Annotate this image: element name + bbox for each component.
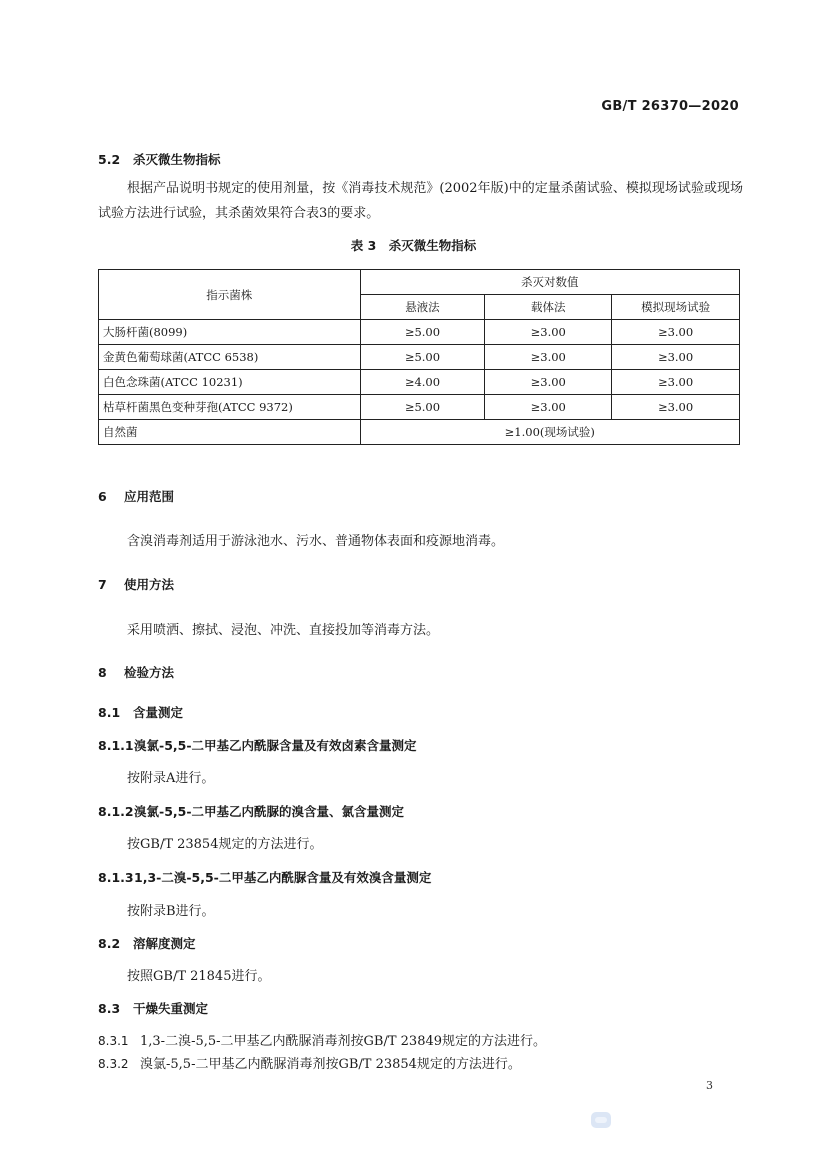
section-number: 8.1.2 bbox=[98, 804, 134, 819]
table-row bbox=[99, 370, 740, 395]
item-text: 1,3-二溴-5,5-二甲基乙内酰脲消毒剂按GB/T 23849规定的方法进行。 bbox=[140, 1034, 547, 1049]
table-3 bbox=[98, 269, 740, 445]
watermark-logo-icon bbox=[590, 1110, 612, 1130]
table-row bbox=[99, 320, 740, 345]
value-cell: ≥5.00 bbox=[360, 320, 485, 345]
section-number: 6 bbox=[98, 489, 107, 504]
strain-name: 金黄色葡萄球菌(ATCC 6538) bbox=[99, 345, 361, 370]
paragraph-7: 采用喷洒、擦拭、浸泡、冲洗、直接投加等消毒方法。 bbox=[127, 623, 440, 638]
value-cell: ≥3.00 bbox=[485, 370, 612, 395]
section-number: 8 bbox=[98, 665, 107, 680]
section-title: 溴氯-5,5-二甲基乙内酰脲含量及有效卤素含量测定 bbox=[134, 738, 417, 753]
value-cell: ≥5.00 bbox=[360, 395, 485, 420]
item-text: 溴氯-5,5-二甲基乙内酰脲消毒剂按GB/T 23854规定的方法进行。 bbox=[140, 1057, 521, 1072]
heading-5-2 bbox=[98, 150, 221, 168]
item-8-3-1 bbox=[98, 1030, 546, 1049]
table-row bbox=[99, 345, 740, 370]
section-number: 8.3.1 bbox=[98, 1034, 129, 1048]
section-title: 1,3-二溴-5,5-二甲基乙内酰脲含量及有效溴含量测定 bbox=[134, 870, 432, 885]
strain-name: 枯草杆菌黑色变种芽孢(ATCC 9372) bbox=[99, 395, 361, 420]
heading-8-1-3 bbox=[98, 868, 431, 886]
section-title: 干燥失重测定 bbox=[133, 1001, 209, 1016]
value-cell: ≥5.00 bbox=[360, 345, 485, 370]
value-cell: ≥3.00 bbox=[612, 395, 740, 420]
value-cell: ≥3.00 bbox=[612, 320, 740, 345]
strain-name: 白色念珠菌(ATCC 10231) bbox=[99, 370, 361, 395]
section-title: 含量测定 bbox=[133, 705, 184, 720]
table-row bbox=[99, 420, 740, 445]
table-caption: 表 3 杀灭微生物指标 bbox=[350, 238, 477, 253]
header-col: 悬液法 bbox=[360, 295, 485, 320]
section-number: 8.3.2 bbox=[98, 1057, 129, 1071]
section-title: 溴氯-5,5-二甲基乙内酰脲的溴含量、氯含量测定 bbox=[134, 804, 405, 819]
value-cell: ≥3.00 bbox=[612, 370, 740, 395]
section-title: 溶解度测定 bbox=[133, 936, 196, 951]
header-indicator: 指示菌株 bbox=[99, 270, 361, 320]
section-number: 8.1 bbox=[98, 705, 121, 720]
value-cell: ≥4.00 bbox=[360, 370, 485, 395]
section-title: 应用范围 bbox=[124, 489, 175, 504]
heading-8-1-1 bbox=[98, 736, 417, 754]
value-cell: ≥1.00(现场试验) bbox=[360, 420, 739, 445]
header-col: 载体法 bbox=[485, 295, 612, 320]
section-title: 杀灭微生物指标 bbox=[133, 152, 221, 167]
section-number: 8.1.1 bbox=[98, 738, 134, 753]
section-number: 7 bbox=[98, 577, 107, 592]
heading-8-2 bbox=[98, 934, 196, 952]
page-number: 3 bbox=[706, 1079, 713, 1092]
paragraph-8-1-1: 按附录A进行。 bbox=[127, 771, 215, 786]
section-number: 5.2 bbox=[98, 152, 121, 167]
section-title: 检验方法 bbox=[124, 665, 175, 680]
header-col: 模拟现场试验 bbox=[612, 295, 740, 320]
heading-8-3 bbox=[98, 999, 208, 1017]
paragraph-8-1-2: 按GB/T 23854规定的方法进行。 bbox=[127, 837, 323, 852]
table-row bbox=[99, 395, 740, 420]
heading-8 bbox=[98, 663, 174, 681]
heading-6 bbox=[98, 487, 174, 505]
item-8-3-2 bbox=[98, 1053, 521, 1072]
section-number: 8.2 bbox=[98, 936, 121, 951]
value-cell: ≥3.00 bbox=[612, 345, 740, 370]
standard-number: GB/T 26370—2020 bbox=[601, 99, 739, 114]
section-number: 8.3 bbox=[98, 1001, 121, 1016]
section-number: 8.1.3 bbox=[98, 870, 134, 885]
paragraph-8-2: 按照GB/T 21845进行。 bbox=[127, 969, 271, 984]
paragraph-6: 含溴消毒剂适用于游泳池水、污水、普通物体表面和疫源地消毒。 bbox=[127, 534, 505, 549]
heading-8-1-2 bbox=[98, 802, 404, 820]
header-group: 杀灭对数值 bbox=[360, 270, 739, 295]
section-title: 使用方法 bbox=[124, 577, 175, 592]
paragraph-5-2: 根据产品说明书规定的使用剂量，按《消毒技术规范》(2002年版)中的定量杀菌试验、模拟现场试验或现场试验方法进行试验，其杀菌效果符合表3的要求。 bbox=[98, 181, 743, 221]
value-cell: ≥3.00 bbox=[485, 395, 612, 420]
value-cell: ≥3.00 bbox=[485, 345, 612, 370]
strain-name: 大肠杆菌(8099) bbox=[99, 320, 361, 345]
paragraph-8-1-3: 按附录B进行。 bbox=[127, 904, 215, 919]
strain-name: 自然菌 bbox=[99, 420, 361, 445]
value-cell: ≥3.00 bbox=[485, 320, 612, 345]
heading-7 bbox=[98, 575, 174, 593]
heading-8-1 bbox=[98, 703, 183, 721]
